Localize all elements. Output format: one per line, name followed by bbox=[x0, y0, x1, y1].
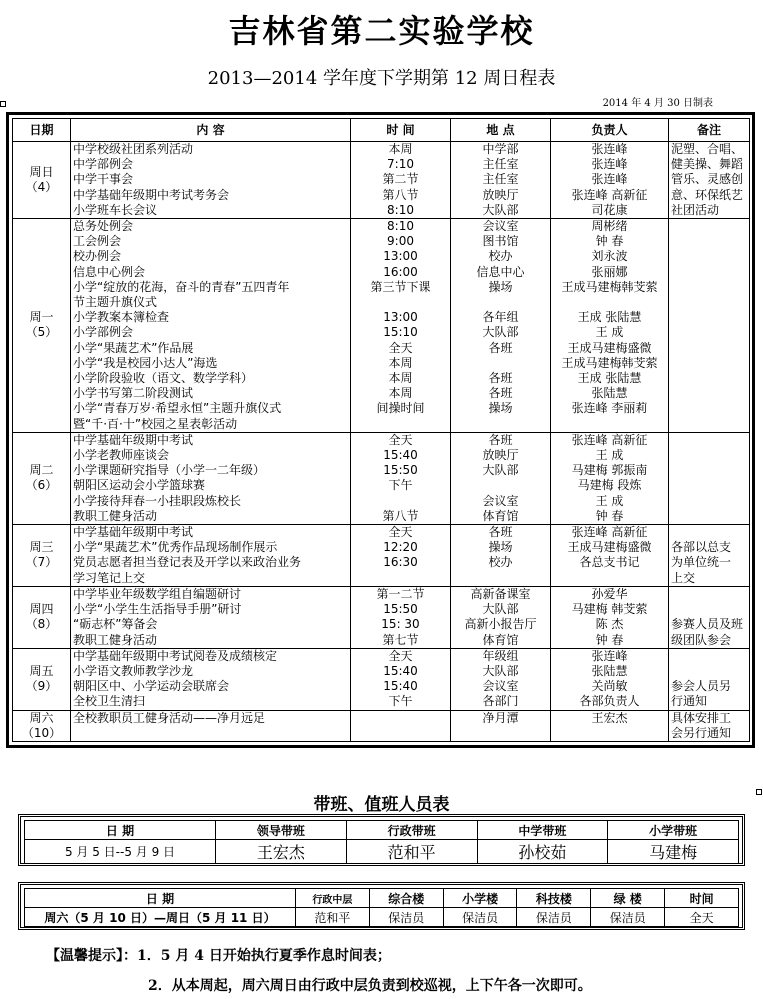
event-time: 15: 30 bbox=[381, 617, 420, 632]
day-row bbox=[13, 142, 750, 219]
event-content: 节主题升旗仪式 bbox=[73, 295, 158, 310]
event-time bbox=[353, 571, 448, 586]
duty-date: 周六（5 月 10 日）—周日（5 月 11 日） bbox=[25, 908, 296, 927]
note-text: 级团队参会 bbox=[671, 632, 732, 647]
duty1-row bbox=[25, 840, 739, 864]
event-time: 下午 bbox=[388, 478, 413, 493]
event-person: 王 成 bbox=[595, 493, 624, 508]
event-place-cell bbox=[451, 219, 551, 433]
event-content-cell bbox=[71, 586, 351, 648]
event-place: 各班 bbox=[488, 525, 513, 540]
event-person: 王成马建梅韩芠萦 bbox=[561, 279, 658, 294]
day-name: 周二 bbox=[29, 463, 54, 478]
event-place: 校办 bbox=[488, 555, 513, 570]
event-place: 体育馆 bbox=[482, 632, 519, 647]
duty2-row bbox=[25, 908, 739, 927]
event-time: 间操时间 bbox=[376, 401, 425, 416]
event-time bbox=[353, 295, 448, 310]
day-row bbox=[13, 219, 750, 433]
day-cell bbox=[13, 648, 71, 710]
event-person: 王 成 bbox=[595, 448, 624, 463]
event-person: 张连峰 高新征 bbox=[571, 187, 648, 202]
note-text: 泥塑、合唱、 bbox=[671, 142, 744, 156]
day-cell bbox=[13, 219, 71, 433]
tip-item: 1．5 月 4 日开始执行夏季作息时间表； bbox=[137, 948, 391, 964]
event-person-cell bbox=[551, 586, 669, 648]
event-place: 大队部 bbox=[482, 325, 519, 340]
event-time-cell bbox=[351, 648, 451, 710]
event-place-cell bbox=[451, 710, 551, 741]
event-time: 15:40 bbox=[383, 663, 418, 678]
primary-school-duty: 马建梅 bbox=[608, 840, 739, 864]
event-person-cell bbox=[551, 710, 669, 741]
event-person: 王成马建梅韩芠萦 bbox=[561, 355, 658, 370]
event-content: 中学部例会 bbox=[73, 157, 134, 172]
event-place: 大队部 bbox=[482, 463, 519, 478]
event-content: 信息中心例会 bbox=[73, 264, 146, 279]
header-cell: 内 容 bbox=[71, 119, 351, 142]
duty-title: 带班、值班人员表 bbox=[313, 795, 450, 815]
event-person: 钟 春 bbox=[595, 508, 624, 523]
day-row bbox=[13, 432, 750, 524]
event-content: 中学干事会 bbox=[73, 172, 134, 187]
building-duty: 保洁员 bbox=[443, 908, 517, 927]
building-duty: 保洁员 bbox=[591, 908, 665, 927]
header-cell: 科技楼 bbox=[517, 889, 591, 908]
event-content: 小学“小学生生活指导手册”研讨 bbox=[73, 602, 242, 617]
weekly-schedule-table bbox=[6, 112, 755, 748]
schedule-header-row bbox=[13, 119, 750, 142]
event-place: 高新备课室 bbox=[470, 586, 531, 601]
event-time: 本周 bbox=[388, 355, 413, 370]
note-text: 上交 bbox=[671, 570, 696, 585]
event-time-cell bbox=[351, 219, 451, 433]
event-person: 王成 张陆慧 bbox=[577, 371, 642, 386]
day-row bbox=[13, 648, 750, 710]
note-cell bbox=[669, 525, 750, 587]
event-place-cell bbox=[451, 142, 551, 219]
event-time: 本周 bbox=[388, 386, 413, 401]
event-time: 第三节下课 bbox=[370, 279, 431, 294]
day-date: （10） bbox=[21, 725, 62, 740]
tip-item: 2．从本周起，周六周日由行政中层负责到校巡视，上下午各一次即可。 bbox=[148, 978, 592, 994]
event-person: 王 成 bbox=[595, 325, 624, 340]
schedule-subtitle: 2013—2014 学年度下学期第 12 周日程表 bbox=[207, 68, 556, 89]
event-time: 全天 bbox=[388, 648, 413, 663]
event-content: 小学接待拜春一小挂职段炼校长 bbox=[73, 493, 242, 508]
event-person bbox=[553, 571, 666, 586]
event-content: 小学班车长会议 bbox=[73, 202, 158, 217]
header-cell: 时 间 bbox=[351, 119, 451, 142]
event-place bbox=[453, 478, 548, 493]
event-place: 各班 bbox=[488, 340, 513, 355]
event-time: 第八节 bbox=[382, 508, 419, 523]
day-date: （5） bbox=[25, 325, 58, 340]
event-time: 15:40 bbox=[383, 448, 418, 463]
leader-duty: 王宏杰 bbox=[216, 840, 347, 864]
event-time: 第七节 bbox=[382, 632, 419, 647]
day-name: 周四 bbox=[29, 602, 54, 617]
tip-line-1 bbox=[46, 945, 391, 965]
event-place: 各班 bbox=[488, 371, 513, 386]
day-cell bbox=[13, 525, 71, 587]
event-person-cell bbox=[551, 525, 669, 587]
event-person: 孙爱华 bbox=[591, 586, 628, 601]
event-person: 张连峰 高新征 bbox=[571, 525, 648, 540]
day-cell bbox=[13, 710, 71, 741]
event-place: 主任室 bbox=[482, 157, 519, 172]
admin-mid-level: 范和平 bbox=[296, 908, 370, 927]
event-content: 教职工健身活动 bbox=[73, 632, 158, 647]
event-time: 16:00 bbox=[383, 264, 418, 279]
event-place: 放映厅 bbox=[482, 187, 519, 202]
day-name: 周五 bbox=[29, 663, 54, 678]
event-place: 会议室 bbox=[482, 679, 519, 694]
header-cell: 绿 楼 bbox=[591, 889, 665, 908]
event-time: 第八节 bbox=[382, 187, 419, 202]
event-content: 中学基础年级期中考试阅卷及成绩核定 bbox=[73, 648, 278, 663]
event-person: 张连峰 bbox=[591, 172, 628, 187]
note-text: 各部以总支 bbox=[671, 540, 732, 555]
event-content: 小学“青春万岁·希望永恒”主题升旗仪式 bbox=[73, 401, 282, 416]
event-person: 王宏杰 bbox=[591, 710, 628, 725]
event-time bbox=[353, 711, 448, 726]
event-time: 全天 bbox=[388, 525, 413, 540]
event-time: 15:10 bbox=[383, 325, 418, 340]
header-cell: 小学带班 bbox=[608, 821, 739, 840]
event-person: 司花康 bbox=[591, 202, 628, 217]
day-cell bbox=[13, 432, 71, 524]
event-place: 大队部 bbox=[482, 663, 519, 678]
note-text: 意、环保纸艺 bbox=[671, 187, 744, 202]
duty-table-2 bbox=[18, 882, 745, 930]
admin-duty: 范和平 bbox=[346, 840, 477, 864]
event-time: 本周 bbox=[388, 142, 413, 156]
event-time: 13:00 bbox=[383, 249, 418, 264]
tip-label: 【温馨提示】： bbox=[46, 948, 137, 964]
day-name: 周日 bbox=[29, 164, 54, 179]
event-place: 体育馆 bbox=[482, 508, 519, 523]
note-text: 具体安排工 bbox=[671, 710, 732, 725]
event-content: 全校教职员工健身活动——净月远足 bbox=[73, 710, 266, 725]
duty1-header-row bbox=[25, 821, 739, 840]
event-content: 校办例会 bbox=[73, 249, 122, 264]
event-place: 年级组 bbox=[482, 648, 519, 663]
event-time: 全天 bbox=[388, 432, 413, 447]
event-place-cell bbox=[451, 586, 551, 648]
day-cell bbox=[13, 142, 71, 219]
event-content: 朝阳区中、小学运动会联席会 bbox=[73, 679, 230, 694]
event-person: 周彬绪 bbox=[591, 219, 628, 234]
event-content-cell bbox=[71, 525, 351, 587]
event-person: 张陆慧 bbox=[591, 386, 628, 401]
day-row bbox=[13, 710, 750, 741]
note-text: 健美操、舞蹈 bbox=[671, 157, 744, 172]
school-title: 吉林省第二实验学校 bbox=[228, 12, 535, 50]
note-cell bbox=[669, 432, 750, 524]
event-person-cell bbox=[551, 142, 669, 219]
note-cell bbox=[669, 586, 750, 648]
event-place-cell bbox=[451, 648, 551, 710]
note-cell bbox=[669, 648, 750, 710]
event-content: 工会例会 bbox=[73, 234, 122, 249]
event-place: 中学部 bbox=[482, 142, 519, 156]
day-date: （4） bbox=[25, 180, 58, 194]
event-content-cell bbox=[71, 710, 351, 741]
header-cell: 中学带班 bbox=[477, 821, 608, 840]
day-date: （9） bbox=[25, 679, 58, 694]
event-time: 第二节 bbox=[382, 172, 419, 187]
event-person: 马建梅 韩芠萦 bbox=[571, 602, 648, 617]
event-content: 教职工健身活动 bbox=[73, 508, 158, 523]
event-time-cell bbox=[351, 525, 451, 587]
event-content: “砺志杯”筹备会 bbox=[73, 617, 158, 632]
event-content: 小学“果蔬艺术”作品展 bbox=[73, 340, 194, 355]
event-place: 会议室 bbox=[482, 219, 519, 234]
event-place: 大队部 bbox=[482, 602, 519, 617]
event-content-cell bbox=[71, 648, 351, 710]
event-person-cell bbox=[551, 219, 669, 433]
event-place: 操场 bbox=[488, 540, 513, 555]
made-date: 2014 年 4 月 30 日制表 bbox=[602, 98, 713, 109]
duty-time: 全天 bbox=[665, 908, 739, 927]
event-place: 操场 bbox=[488, 401, 513, 416]
event-person-cell bbox=[551, 648, 669, 710]
note-cell bbox=[669, 142, 750, 219]
event-time bbox=[353, 494, 448, 509]
event-place bbox=[453, 571, 548, 586]
event-time: 全天 bbox=[388, 340, 413, 355]
event-place: 大队部 bbox=[482, 202, 519, 217]
header-cell: 日 期 bbox=[25, 889, 296, 908]
building-duty: 保洁员 bbox=[369, 908, 443, 927]
event-place: 各部门 bbox=[482, 694, 519, 709]
event-person: 王成 张陆慧 bbox=[577, 310, 642, 325]
day-name: 周一 bbox=[29, 310, 54, 325]
event-person: 王成马建梅盛微 bbox=[567, 340, 652, 355]
event-content: 暨“千·百·十”校园之星表彰活动 bbox=[73, 416, 238, 431]
event-person: 张丽娜 bbox=[591, 264, 628, 279]
event-person bbox=[553, 295, 666, 310]
event-person: 张连峰 bbox=[591, 142, 628, 156]
event-content: 小学“果蔬艺术”优秀作品现场制作展示 bbox=[73, 540, 278, 555]
event-person-cell bbox=[551, 432, 669, 524]
header-cell: 日期 bbox=[13, 119, 71, 142]
duty-date: 5 月 5 日--5 月 9 日 bbox=[25, 840, 216, 864]
header-cell: 行政中层 bbox=[296, 889, 370, 908]
day-row bbox=[13, 525, 750, 587]
event-person bbox=[553, 417, 666, 432]
duty-table-1 bbox=[18, 814, 745, 866]
event-place: 放映厅 bbox=[482, 448, 519, 463]
event-person: 王成马建梅盛微 bbox=[567, 540, 652, 555]
building-duty: 保洁员 bbox=[517, 908, 591, 927]
event-time: 8:10 bbox=[387, 202, 414, 217]
event-time-cell bbox=[351, 710, 451, 741]
event-content: 学习笔记上交 bbox=[73, 570, 146, 585]
event-time: 13:00 bbox=[383, 310, 418, 325]
event-place-cell bbox=[451, 432, 551, 524]
event-person: 张连峰 bbox=[591, 648, 628, 663]
event-time-cell bbox=[351, 432, 451, 524]
note-text: 行通知 bbox=[671, 694, 708, 709]
day-date: （6） bbox=[25, 478, 58, 493]
event-place: 各年组 bbox=[482, 310, 519, 325]
event-place: 校办 bbox=[488, 249, 513, 264]
event-person: 张陆慧 bbox=[591, 663, 628, 678]
header-cell: 备注 bbox=[669, 119, 750, 142]
event-content: 朝阳区运动会小学篮球赛 bbox=[73, 478, 206, 493]
event-place: 信息中心 bbox=[476, 264, 525, 279]
day-row bbox=[13, 586, 750, 648]
event-time: 15:50 bbox=[383, 602, 418, 617]
header-cell: 日 期 bbox=[25, 821, 216, 840]
event-content: 小学“绽放的花海，奋斗的青春”五四青年 bbox=[73, 279, 290, 294]
event-person: 张连峰 bbox=[591, 157, 628, 172]
event-content: 小学书写第二阶段测试 bbox=[73, 386, 194, 401]
event-content: 小学“我是校园小达人”海选 bbox=[73, 355, 218, 370]
note-text: 参赛人员及班 bbox=[671, 617, 744, 632]
event-content: 中学基础年级期中考试考务会 bbox=[73, 187, 230, 202]
event-content: 小学阶段验收（语文、数学学科） bbox=[73, 371, 254, 386]
event-content-cell bbox=[71, 432, 351, 524]
header-cell: 小学楼 bbox=[443, 889, 517, 908]
event-time: 7:10 bbox=[387, 157, 414, 172]
header-cell: 地 点 bbox=[451, 119, 551, 142]
event-person: 马建梅 段炼 bbox=[577, 478, 642, 493]
event-place bbox=[453, 356, 548, 371]
event-content: 中学校级社团系列活动 bbox=[73, 142, 194, 156]
day-date: （8） bbox=[25, 617, 58, 632]
event-time: 16:30 bbox=[383, 555, 418, 570]
day-name: 周六 bbox=[29, 710, 54, 725]
note-text: 为单位统一 bbox=[671, 555, 732, 570]
event-time: 第一二节 bbox=[376, 586, 425, 601]
event-person: 陈 杰 bbox=[595, 617, 624, 632]
event-time: 下午 bbox=[388, 694, 413, 709]
note-cell bbox=[669, 219, 750, 433]
duty2-header-row bbox=[25, 889, 739, 908]
note-cell bbox=[669, 710, 750, 741]
event-content: 中学基础年级期中考试 bbox=[73, 432, 194, 447]
event-person: 各总支书记 bbox=[579, 555, 640, 570]
event-person: 钟 春 bbox=[595, 234, 624, 249]
event-place: 净月潭 bbox=[482, 710, 519, 725]
event-place: 会议室 bbox=[482, 493, 519, 508]
event-place: 各班 bbox=[488, 432, 513, 447]
event-time: 8:10 bbox=[387, 219, 414, 234]
event-place: 主任室 bbox=[482, 172, 519, 187]
header-cell: 负责人 bbox=[551, 119, 669, 142]
event-place-cell bbox=[451, 525, 551, 587]
event-content-cell bbox=[71, 142, 351, 219]
event-place: 高新小报告厅 bbox=[464, 617, 537, 632]
event-time bbox=[353, 417, 448, 432]
event-content: 中学毕业年级数学组自编题研讨 bbox=[73, 586, 242, 601]
event-time: 本周 bbox=[388, 371, 413, 386]
header-cell: 领导带班 bbox=[216, 821, 347, 840]
event-content: 小学语文教师教学沙龙 bbox=[73, 663, 194, 678]
event-content: 党员志愿者担当登记表及开学以来政治业务 bbox=[73, 555, 302, 570]
note-text: 会另行通知 bbox=[671, 725, 732, 740]
middle-school-duty: 孙校茹 bbox=[477, 840, 608, 864]
anchor-marker bbox=[0, 101, 6, 107]
event-person: 关尚敏 bbox=[591, 679, 628, 694]
event-place bbox=[453, 417, 548, 432]
event-content: 总务处例会 bbox=[73, 219, 134, 234]
event-person: 张连峰 高新征 bbox=[571, 432, 648, 447]
header-cell: 行政带班 bbox=[346, 821, 477, 840]
event-person: 刘永波 bbox=[591, 249, 628, 264]
event-time: 12:20 bbox=[383, 540, 418, 555]
note-text: 社团活动 bbox=[671, 202, 720, 217]
event-place bbox=[453, 295, 548, 310]
header-cell: 综合楼 bbox=[369, 889, 443, 908]
event-person: 各部负责人 bbox=[579, 694, 640, 709]
day-name: 周三 bbox=[29, 540, 54, 555]
event-content: 中学基础年级期中考试 bbox=[73, 525, 194, 540]
event-content: 小学课题研究指导（小学一二年级） bbox=[73, 463, 266, 478]
event-time: 15:50 bbox=[383, 463, 418, 478]
event-time: 9:00 bbox=[387, 234, 414, 249]
day-cell bbox=[13, 586, 71, 648]
event-place: 图书馆 bbox=[482, 234, 519, 249]
event-content: 小学老教师座谈会 bbox=[73, 448, 170, 463]
event-content: 小学教案本簿检查 bbox=[73, 310, 170, 325]
event-person: 钟 春 bbox=[595, 632, 624, 647]
day-date: （7） bbox=[25, 555, 58, 570]
event-time-cell bbox=[351, 586, 451, 648]
event-time: 15:40 bbox=[383, 679, 418, 694]
note-text: 参会人员另 bbox=[671, 679, 732, 694]
tip-line-2 bbox=[148, 975, 592, 995]
event-person: 张连峰 李丽莉 bbox=[571, 401, 648, 416]
event-place: 各班 bbox=[488, 386, 513, 401]
header-cell: 时间 bbox=[665, 889, 739, 908]
note-text: 管乐、灵感创 bbox=[671, 172, 744, 187]
event-person: 马建梅 郭振南 bbox=[571, 463, 648, 478]
event-content: 全校卫生清扫 bbox=[73, 694, 146, 709]
event-place: 操场 bbox=[488, 279, 513, 294]
event-time-cell bbox=[351, 142, 451, 219]
event-content: 小学部例会 bbox=[73, 325, 134, 340]
event-content-cell bbox=[71, 219, 351, 433]
